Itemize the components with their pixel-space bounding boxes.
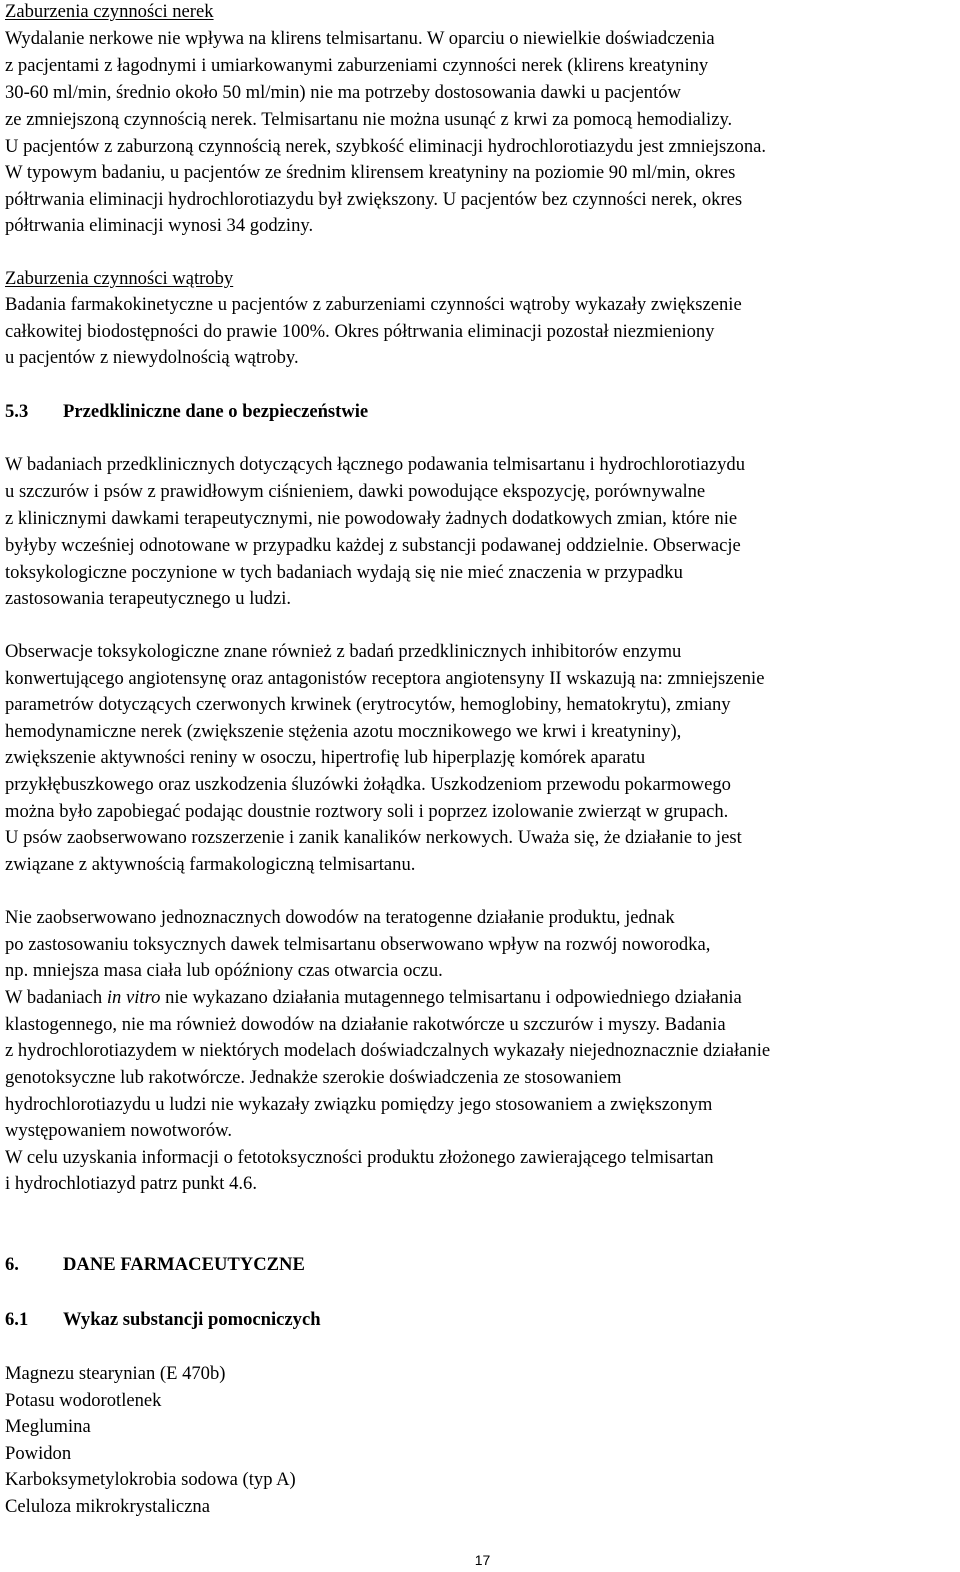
paragraph-line: np. mniejsza masa ciała lub opóźniony czas otwarcia oczu. <box>5 960 443 981</box>
paragraph-line: U psów zaobserwowano rozszerzenie i zanik kanalików nerkowych. Uważa się, że działanie to jest <box>5 827 742 848</box>
paragraph-line: konwertującego angiotensynę oraz antagonistów receptora angiotensyny II wskazują na: zmniejszenie <box>5 668 765 689</box>
paragraph-line: zastosowania terapeutycznego u ludzi. <box>5 588 292 609</box>
text-run: nie wykazano działania mutagennego telmisartanu i odpowiedniego działania <box>160 987 742 1008</box>
excipient-item: Celuloza mikrokrystaliczna <box>5 1496 210 1517</box>
paragraph-line: genotoksyczne lub rakotwórcze. Jednakże szerokie doświadczenia ze stosowaniem <box>5 1067 622 1088</box>
hepatic-heading: Zaburzenia czynności wątroby <box>5 268 234 289</box>
paragraph-line: występowaniem nowotworów. <box>5 1120 233 1141</box>
paragraph-line: z klinicznymi dawkami terapeutycznymi, nie powodowały żadnych dodatkowych zmian, które nie <box>5 508 738 529</box>
paragraph-line: hemodynamiczne nerek (zwiększenie stężenia azotu mocznikowego we krwi i kreatyniny), <box>5 721 682 742</box>
paragraph-line: z hydrochlorotiazydem w niektórych modelach doświadczalnych wykazały niejednoznacznie działanie <box>5 1040 771 1061</box>
renal-line: 30-60 ml/min, średnio około 50 ml/min) nie ma potrzeby dostosowania dawki u pacjentów <box>5 82 681 103</box>
section-6-1-heading <box>5 1311 321 1330</box>
excipient-item: Powidon <box>5 1443 72 1464</box>
hepatic-line: całkowitej biodostępności do prawie 100%. Okres półtrwania eliminacji pozostał niezmieniony <box>5 321 715 342</box>
paragraph-line: W badaniach przedklinicznych dotyczących łącznego podawania telmisartanu i hydrochlorotiazydu <box>5 454 746 475</box>
renal-line: półtrwania eliminacji hydrochlorotiazydu był zwiększony. U pacjentów bez czynności nerek, okres <box>5 189 743 210</box>
paragraph-line: hydrochlorotiazydu u ludzi nie wykazały związku pomiędzy jego stosowaniem a zwiększonym <box>5 1094 713 1115</box>
paragraph-line: Obserwacje toksykologiczne znane również z badań przedklinicznych inhibitorów enzymu <box>5 641 682 662</box>
hepatic-line: u pacjentów z niewydolnością wątroby. <box>5 347 299 368</box>
section-title: Wykaz substancji pomocniczych <box>63 1309 321 1330</box>
excipient-item: Potasu wodorotlenek <box>5 1390 162 1411</box>
paragraph-line: można było zapobiegać podając doustnie roztwory soli i poprzez izolowanie zwierząt w grupach. <box>5 801 729 822</box>
paragraph-line: toksykologiczne poczynione w tych badaniach wydają się nie mieć znaczenia w przypadku <box>5 562 683 583</box>
paragraph-line: i hydrochlotiazyd patrz punkt 4.6. <box>5 1173 257 1194</box>
renal-line: U pacjentów z zaburzoną czynnością nerek, szybkość eliminacji hydrochlorotiazydu jest zmniejszona. <box>5 136 767 157</box>
section-title: DANE FARMACEUTYCZNE <box>63 1254 305 1275</box>
paragraph-line <box>5 989 742 1008</box>
paragraph-line: po zastosowaniu toksycznych dawek telmisartanu obserwowano wpływ na rozwój noworodka, <box>5 934 711 955</box>
paragraph-line: zwiększenie aktywności reniny w osoczu, hipertrofię lub hiperplazję komórek aparatu <box>5 747 646 768</box>
hepatic-line: Badania farmakokinetyczne u pacjentów z zaburzeniami czynności wątroby wykazały zwiększenie <box>5 294 742 315</box>
section-5-3-heading <box>5 403 368 422</box>
in-vitro-italic: in vitro <box>106 987 161 1008</box>
paragraph-line: u szczurów i psów z prawidłowym ciśnieniem, dawki powodujące ekspozycję, porównywalne <box>5 481 706 502</box>
paragraph-line: byłyby wcześniej odnotowane w przypadku każdej z substancji podawanej oddzielnie. Obserwacje <box>5 535 741 556</box>
paragraph-line: przykłębuszkowego oraz uszkodzenia śluzówki żołądka. Uszkodzeniom przewodu pokarmowego <box>5 774 731 795</box>
excipient-item: Magnezu stearynian (E 470b) <box>5 1363 226 1384</box>
renal-line: W typowym badaniu, u pacjentów ze średnim klirensem kreatyniny na poziomie 90 ml/min, okres <box>5 162 736 183</box>
renal-line: półtrwania eliminacji wynosi 34 godziny. <box>5 215 314 236</box>
section-number: 5.3 <box>5 401 29 422</box>
paragraph-line: parametrów dotyczących czerwonych krwinek (erytrocytów, hemoglobiny, hematokrytu), zmiany <box>5 694 731 715</box>
paragraph-line: klastogennego, nie ma również dowodów na działanie rakotwórcze u szczurów i myszy. Badania <box>5 1014 726 1035</box>
section-number: 6.1 <box>5 1309 29 1330</box>
excipient-item: Meglumina <box>5 1416 91 1437</box>
page-number: 17 <box>474 1552 491 1568</box>
renal-heading: Zaburzenia czynności nerek <box>5 1 214 22</box>
section-number: 6. <box>5 1254 19 1275</box>
renal-line: ze zmniejszoną czynnością nerek. Telmisartanu nie można usunąć z krwi za pomocą hemodializy. <box>5 109 733 130</box>
paragraph-line: W celu uzyskania informacji o fetotoksyczności produktu złożonego zawierającego telmisartan <box>5 1147 714 1168</box>
section-6-heading <box>5 1256 305 1275</box>
paragraph-line: Nie zaobserwowano jednoznacznych dowodów na teratogenne działanie produktu, jednak <box>5 907 675 928</box>
paragraph-line: związane z aktywnością farmakologiczną telmisartanu. <box>5 854 416 875</box>
excipient-item: Karboksymetylokrobia sodowa (typ A) <box>5 1469 296 1490</box>
text-run: W badaniach <box>5 987 107 1008</box>
renal-line: Wydalanie nerkowe nie wpływa na klirens telmisartanu. W oparciu o niewielkie doświadczenia <box>5 28 715 49</box>
renal-line: z pacjentami z łagodnymi i umiarkowanymi zaburzeniami czynności nerek (klirens kreatyniny <box>5 55 709 76</box>
section-title: Przedkliniczne dane o bezpieczeństwie <box>63 401 369 422</box>
